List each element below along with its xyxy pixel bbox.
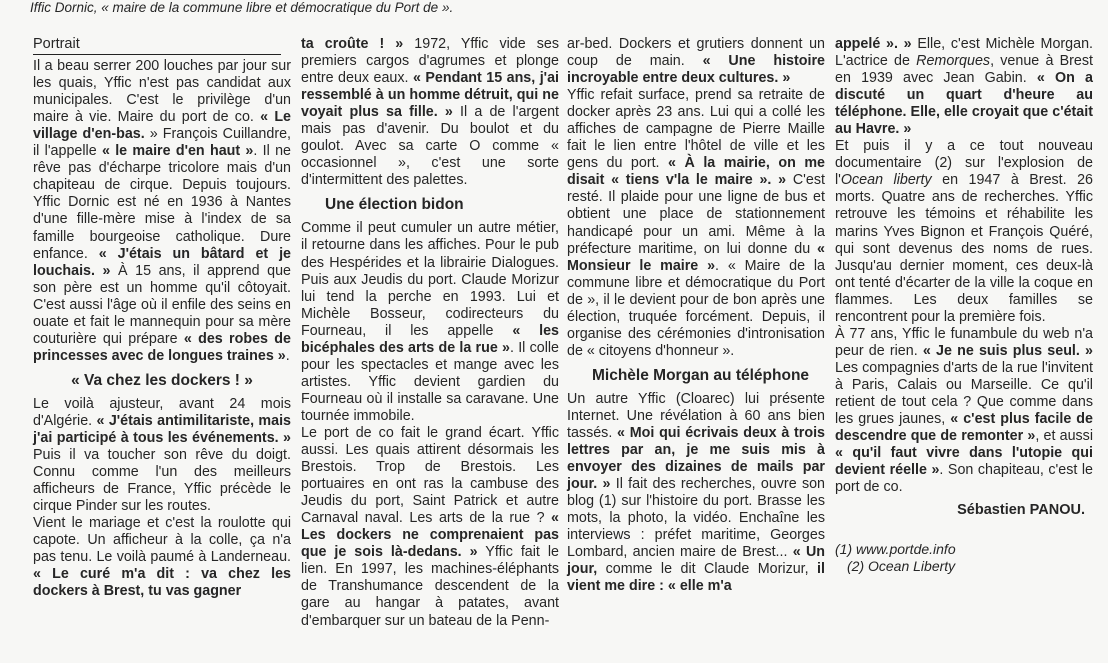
paragraph [301, 425, 559, 630]
text-run: C'est resté. Il plaide pour une ligne de bus et obtient une place de stationnement handicapé pour un ami. Même à la préfecture maritime, on lui donne du [567, 172, 825, 257]
author-signature: Sébastien PANOU. [957, 502, 1085, 519]
text-run: en 1947 à Brest. 26 morts. Quatre ans de recherches. Yffic retrouve les témoins et réhabilite les marins Yves Bignon et François Quéré, qui sont devenus des noms de rues. Jusqu'au dernier moment, ces deux-là ont tenté d'écarter de la ville la coque en flammes. Les deux familles se rencontrent pour la première fois. [835, 172, 1093, 325]
subheading-dockers: « Va chez les dockers ! » [71, 371, 253, 389]
text-run: À 77 ans, Yffic le funambule du web n'a peur de rien. [835, 325, 1093, 359]
photo-caption: Iffic Dornic, « maire de la commune libre et démocratique du Port de ». [30, 0, 454, 15]
text-run: « J'étais antimilitariste, mais j'ai participé à tous les événements. » [33, 412, 291, 446]
text-run: Yffic fait le lien. En 1997, les machines-éléphants de Transhumance descendent de la gare au hangar à patates, avant d'embarquer sur un bateau de la Penn- [301, 544, 560, 629]
text-run: Yffic refait surface, prend sa retraite de docker après 23 ans. Lui qui a collé les affiches de campagne de Pierre Maille fait le lien entre l'hôtel de ville et les gens du port. [567, 87, 825, 172]
text-run: « c'est plus facile de descendre que de remonter » [835, 411, 1093, 445]
text-run: . « Maire de la commune libre et démocratique du Port de », il le devient pour de bon après une élection, truquée forcément. Depuis, il organise des cérémonies d'intronisation de « citoyens d'honneur ». [567, 257, 825, 359]
text-run: Elle, c'est Michèle Morgan. L'actrice de [835, 36, 1093, 70]
text-run: « Une histoire incroyable entre deux cultures. » [567, 53, 825, 87]
text-run: « Monsieur le maire » [567, 240, 825, 274]
footnotes [835, 541, 1093, 575]
text-run: Il fait des recherches, ouvre son blog (1) sur l'histoire du port. Brasse les mots, la photo, la vidéo. Enchaîne les interviews : préfet maritime, Georges Lombard, ancien maire de Brest... [567, 476, 825, 561]
rubric-portrait: Portrait [33, 36, 281, 55]
text-run: « Un jour, [567, 544, 825, 578]
text-run: « On a discuté un quart d'heure au téléphone. Elle, elle croyait que c'était au Havre. » [835, 70, 1093, 138]
text-run: Les compagnies d'arts de la rue l'invitent à Paris, Calais ou Marseille. Ce qu'il retient de tout cela ? Que comme dans les grues jaunes, [835, 359, 1093, 428]
text-run: « Je ne suis plus seul. » [922, 342, 1094, 359]
text-run: « les bicéphales des arts de la rue » [301, 322, 559, 356]
paragraph [835, 326, 1093, 496]
paragraph [567, 391, 825, 596]
text-run: « Pendant 15 ans, j'ai ressemblé à un homme détruit, qui ne voyait plus sa fille. » [301, 70, 559, 121]
text-run: « qu'il faut vivre dans l'utopie qui devient réelle » [835, 445, 1093, 479]
text-run: comme le dit Claude Morizur, [597, 561, 818, 578]
column-1 [33, 36, 291, 600]
paragraph [301, 36, 559, 189]
text-run: « Le village d'en-bas. [33, 109, 291, 143]
text-run: Ocean liberty [840, 172, 932, 189]
text-run: appelé ». » [835, 36, 912, 52]
column-2 [301, 36, 559, 630]
text-run: Vient le mariage et c'est la roulotte qui capote. Un afficheur à la colle, ça n'a pas tenu. Le voilà paumé à Landerneau. [33, 515, 291, 566]
paragraph [835, 138, 1093, 326]
paragraph [567, 36, 825, 87]
text-run: « le maire d'en haut » [101, 143, 254, 160]
text-run: il vient me dire : « elle m'a [567, 561, 825, 595]
footnote-2: (2) Ocean Liberty [847, 558, 956, 575]
text-run: , et aussi [1035, 428, 1093, 445]
text-run: « Les dockers ne comprenaient pas que je sois là-dedans. » [301, 510, 559, 561]
text-run: ta croûte ! » [301, 36, 404, 52]
text-run: , venue à Brest en 1939 avec Jean Gabin. [835, 53, 1093, 87]
subheading-election: Une élection bidon [325, 196, 464, 214]
text-run: Remorques [916, 53, 991, 70]
text-run: . Son chapiteau, c'est le port de co. [835, 462, 1093, 496]
text-run: Le port de co fait le grand écart. Yffic aussi. Les quais attirent désormais les Brestois. Trop de Brestois. Les portuaires en ont ras la cambuse des Jeudis du port, Saint Patrick et autre Carnaval naval. Les arts de la rue ? [301, 424, 559, 527]
paragraph [835, 36, 1093, 138]
text-run: « Moi qui écrivais deux à trois lettres par an, je me suis mis à envoyer des dizaines de mails par jour. » [567, 424, 826, 493]
text-run: Le voilà ajusteur, avant 24 mois d'Algérie. [33, 395, 291, 429]
footnote-1: (1) www.portde.info [835, 541, 956, 558]
paragraph [301, 220, 559, 425]
text-run: . Il ne rêve pas d'écharpe tricolore mais d'un chapiteau de cirque. Depuis toujours. Yffic Dornic est né en 1936 à Nantes d'une fille-mère mise à l'index de sa famille bourgeoise catholique. Dure enfance. [33, 143, 291, 262]
paragraph [33, 396, 291, 515]
text-run: « J'étais un bâtard et je louchais. » [33, 245, 291, 279]
paragraph [567, 87, 825, 360]
column-4 [835, 36, 1093, 575]
paragraph [33, 515, 291, 600]
column-3 [567, 36, 825, 595]
text-run: Un autre Yffic (Cloarec) lui présente Internet. Une révélation à 60 ans bien tassés. [567, 390, 825, 441]
text-run: . [285, 347, 290, 364]
paragraph [33, 58, 291, 365]
text-run: « À la mairie, on me disait « tiens v'la le maire ». » [567, 155, 825, 189]
text-run: ar-bed. Dockers et grutiers donnent un coup de main. [567, 36, 825, 70]
text-run: « des robes de princesses avec de longues traines » [33, 330, 291, 364]
text-run: Et puis il y a ce tout nouveau documentaire (2) sur l'explosion de l' [835, 138, 1093, 189]
text-run: Il a de l'argent mais pas d'avenir. Du boulot et du goulot. Avec sa carte O comme « occasionnel », c'est une sorte d'intermittent des palettes. [301, 104, 559, 189]
text-run: Il a beau serrer 200 louches par jour sur les quais, Yffic n'est pas candidat aux municipales. C'est le privilège d'un maire à vie. Maire du port de co. [33, 58, 291, 126]
text-run: « Le curé m'a dit : va chez les dockers à Brest, tu vas gagner [33, 566, 291, 600]
text-run: Comme il peut cumuler un autre métier, il retourne dans les affiches. Pour le pub des Hespérides et la librairie Dialogues. Puis aux Jeudis du port. Claude Morizur lui tend la perche en 1993. Lui et Michèle Bosseur, codirecteurs du Fourneau, il les appelle [301, 220, 559, 339]
text-run: À 15 ans, il apprend que son père est un homme qu'il côtoyait. C'est aussi l'âge où il enfile des seins en ouate et fait le mannequin pour sa mère couturière qui prépare [33, 262, 291, 347]
text-run: 1972, Yffic vide ses premiers cargos d'agrumes et plonge entre deux eaux. [301, 36, 559, 87]
text-run: » François Cuillandre, il l'appelle [33, 126, 292, 160]
text-run: Puis il va toucher son rêve du doigt. Connu comme l'un des meilleurs afficheurs de France, Yffic précède le cirque Pinder sur les routes. [33, 447, 291, 515]
text-run: . Il colle pour les spectacles et mange avec les artistes. Yffic devient gardien du Fourneau où il installe sa caravane. Une tournée immobile. [301, 339, 559, 424]
subheading-morgan: Michèle Morgan au téléphone [592, 366, 810, 384]
